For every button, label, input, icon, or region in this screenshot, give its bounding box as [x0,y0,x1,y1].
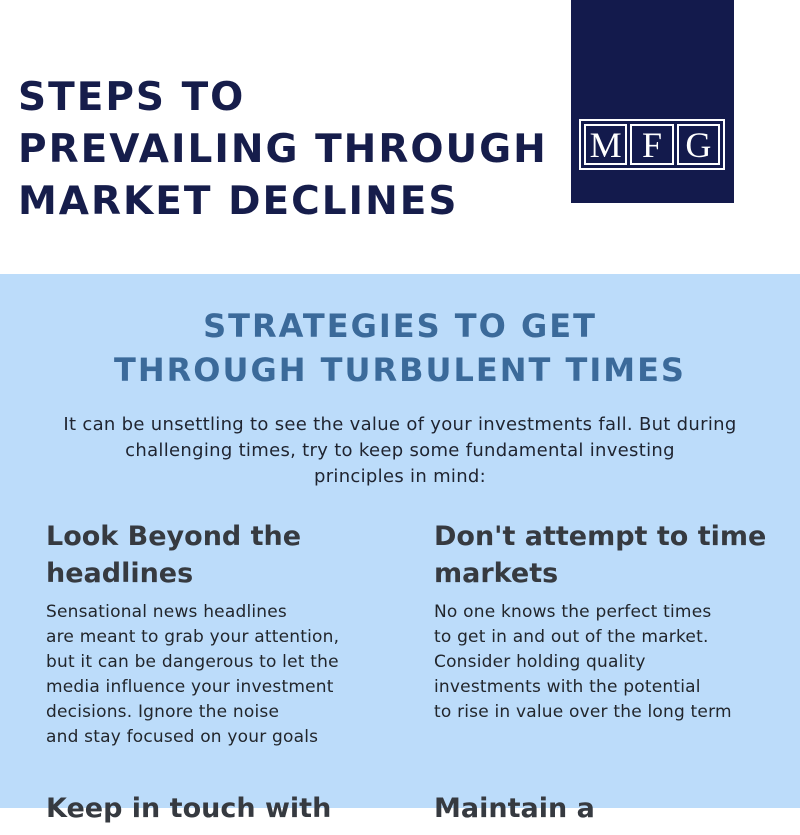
section-title: STRATEGIES TO GET THROUGH TURBULENT TIMES [114,307,686,389]
intro-text: It can be unsettling to see the value of your investments fall. But during challenging times, try to keep some fundamental investing principles in mind: [63,414,737,487]
header [0,0,800,274]
logo-letter-f: F [630,124,673,165]
strategy-card-look-beyond [46,518,386,750]
page-title: STEPS TO PREVAILING THROUGH MARKET DECLINES [18,75,548,224]
strategy-card-time-markets [434,518,774,725]
logo-frame [579,119,725,170]
strategy-body: No one knows the perfect times to get in and out of the market. Consider holding quality investments with the potential to rise in value over the long term [434,602,732,722]
strategies-section [0,274,800,824]
logo-letter-g: G [677,124,720,165]
strategy-body: Sensational news headlines are meant to grab your attention, but it can be dangerous to let the media influence your investment decisions. Ignore the noise and stay focused on your goals [46,602,340,747]
mfg-logo [571,0,734,203]
strategy-card-keep-in-touch [46,790,386,835]
strategy-heading: Don't attempt to time markets [434,521,767,589]
logo-letter-m: M [584,124,627,165]
strategy-heading: Keep in touch with [46,793,332,824]
strategy-card-maintain [434,790,774,835]
strategy-heading: Maintain a [434,793,595,824]
strategy-heading: Look Beyond the headlines [46,521,302,589]
